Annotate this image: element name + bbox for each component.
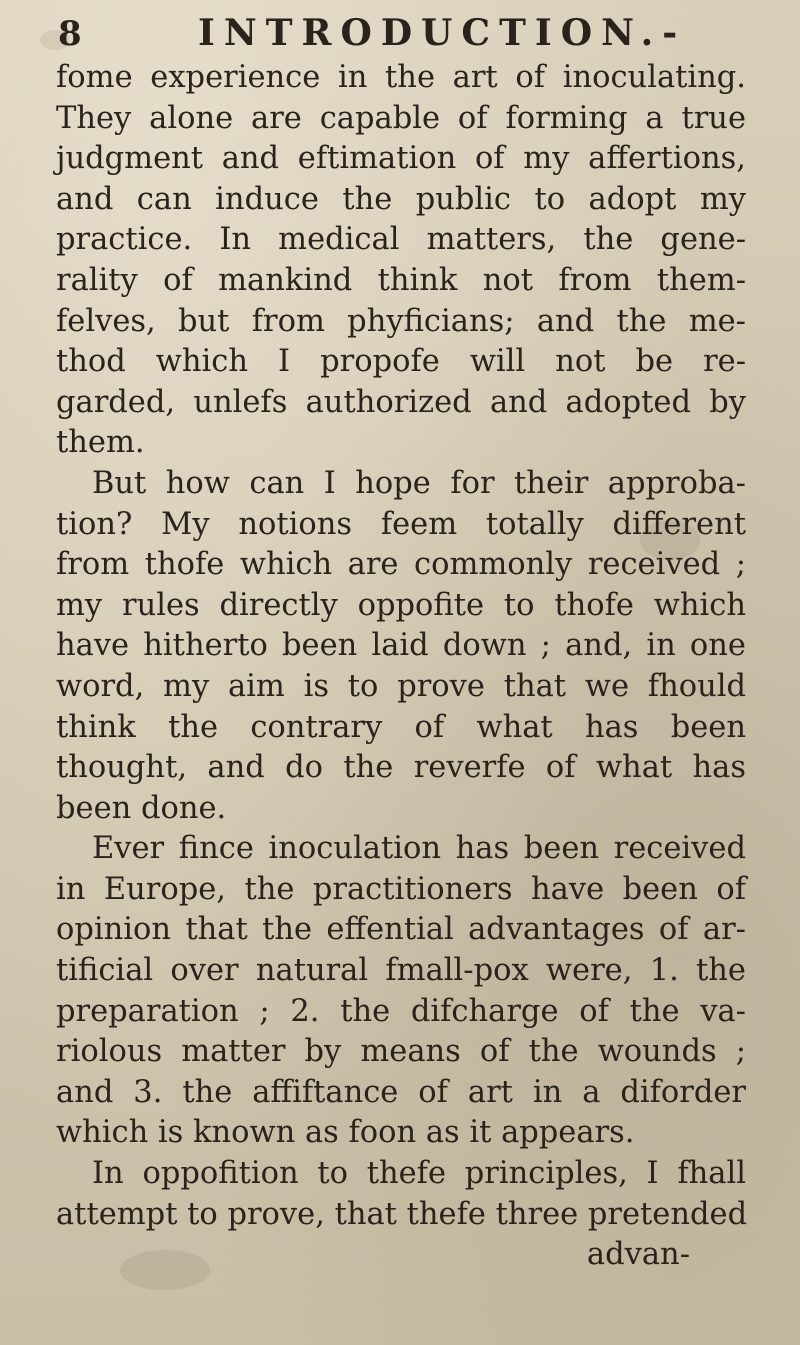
text-line: They alone are capable of forming a true [56,100,746,136]
text-line: my rules directly oppofite to thofe which [56,587,746,623]
page-header [0,10,800,60]
page-number: 8 [58,14,82,54]
catchword: advan- [586,1237,690,1273]
text-line: thod which I propofe will not be re- [56,344,746,380]
text-line: judgment and eftimation of my affertions, [56,141,746,177]
body-text [56,58,746,1276]
text-line: opinion that the effential advantages of ar- [56,912,746,948]
text-line: thought, and do the reverfe of what has [56,750,746,786]
text-line: and 3. the affiftance of art in a diforder [56,1074,746,1110]
text-line: been done. [56,790,227,826]
text-line: tificial over natural fmall-pox were, 1. the [56,953,746,989]
text-line: in Europe, the practitioners have been of [56,871,746,907]
text-line: attempt to prove, that thefe three pretended [56,1196,748,1232]
text-line: them. [56,425,145,461]
text-line: word, my aim is to prove that we fhould [56,668,746,704]
text-line: and can induce the public to adopt my [56,181,746,217]
text-line: tion? My notions feem totally different [56,506,746,542]
text-line: Ever fince inoculation has been received [92,831,746,867]
text-line: think the contrary of what has been [56,709,746,745]
text-line: practice. In medical matters, the gene- [56,222,746,258]
text-line: preparation ; 2. the difcharge of the va- [56,993,746,1029]
text-line: felves, but from phyficians; and the me- [56,303,746,339]
text-line: rality of mankind think not from them- [56,262,746,298]
text-line: have hitherto been laid down ; and, in one [56,628,746,664]
running-head: INTRODUCTION.- [198,12,687,54]
text-line: In oppofition to thefe principles, I fhall [92,1156,746,1192]
text-line: riolous matter by means of the wounds ; [56,1034,746,1070]
text-line: from thofe which are commonly received ; [56,547,746,583]
text-line: garded, unlefs authorized and adopted by [56,384,746,420]
text-line: which is known as foon as it appears. [56,1115,635,1151]
text-line: fome experience in the art of inoculating. [56,60,746,95]
text-line: But how can I hope for their approba- [92,465,746,501]
